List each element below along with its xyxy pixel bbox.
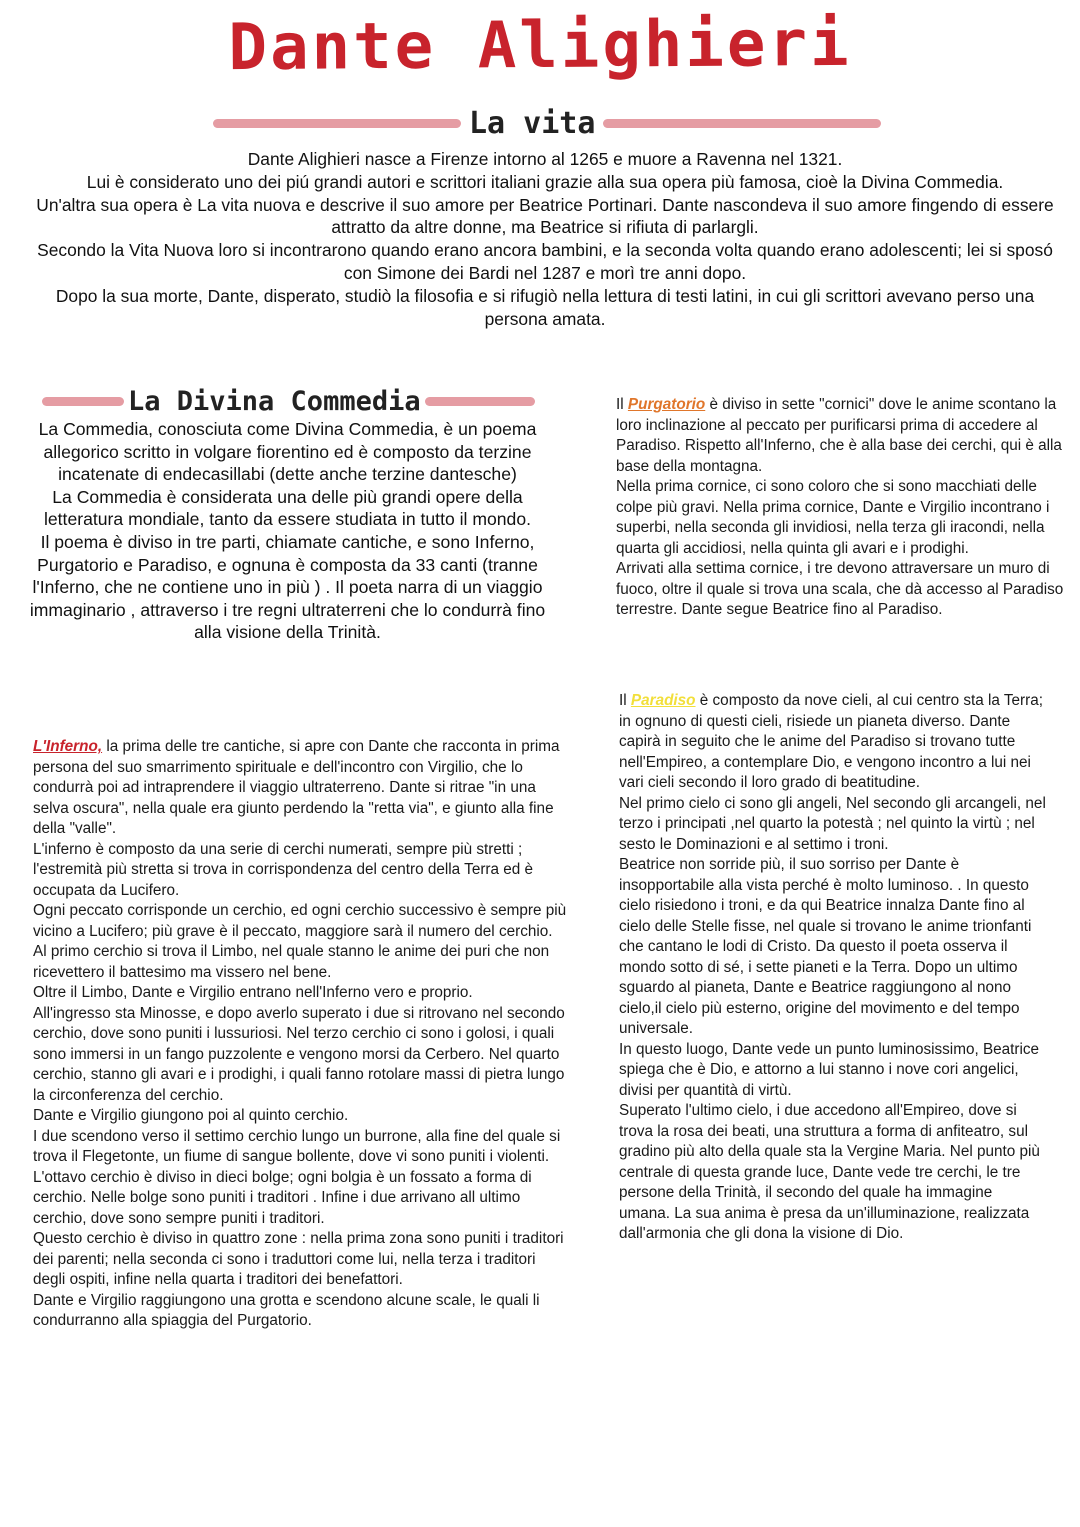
inferno-paragraph: Questo cerchio è diviso in quattro zone : nella prima zona sono puniti i traditori dei parenti; nella seconda ci sono i traduttori come lui, nella terza i traditori degli ospiti, infine nella quarta i traditori dei benefattori.: [33, 1230, 564, 1288]
paradiso-paragraph: Beatrice non sorride più, il suo sorriso per Dante è insopportabile alla vista perché è molto luminoso. . In questo cielo risiedono i troni, e da qui Beatrice innalza Dante fino al cielo delle Stelle fisse, nel quale si trovano le anime trionfanti che cantano le lodi di Cristo. Da questo il poeta osserva il mondo sotto di sé, i sette pianeti e la Terra. Dopo un ultimo sguardo al pianeta, Dante e Beatrice raggiungono al nono cielo,il cielo più esterno, origine del movimento e del tempo universale.: [619, 856, 1032, 1037]
commedia-heading-row: [42, 386, 535, 417]
commedia-paragraph: Il poema è diviso in tre parti, chiamate cantiche, e sono Inferno, Purgatorio e Paradiso, e ognuna è composta da 33 canti (tranne l'Inferno, che ne contiene uno in più ) . Il poeta narra di un viaggio immaginario , attraverso i tre regni ultraterreni che lo condurrà fino alla visione della Trinità.: [29, 531, 546, 643]
inferno-keyword: L'Inferno,: [33, 738, 103, 755]
purgatorio-lead: è diviso in sette "cornici" dove le anime scontano la loro inclinazione al peccato per purificarsi prima di accedere al Paradiso. Rispetto all'Inferno, che è alla base dei cerchi, qui è alla base della montagna.: [616, 396, 1062, 475]
page-title: Dante Alighieri: [228, 6, 852, 86]
purgatorio-section: [616, 395, 1072, 621]
inferno-paragraph: Al primo cerchio si trova il Limbo, nel quale stanno le anime dei puri che non ricevettero il battesimo ma vissero nel bene.: [33, 943, 550, 981]
inferno-paragraph: L'inferno è composto da una serie di cerchi numerati, sempre più stretti ; l'estremità più stretta si trova in corrispondenza del centro della Terra ed è occupata da Lucifero.: [33, 840, 534, 899]
vita-heading: La vita: [469, 106, 596, 141]
inferno-paragraph: L'ottavo cerchio è diviso in dieci bolge; ogni bolgia è un fossato a forma di cerchio. Nelle bolge sono puniti i traditori . Infine i due arrivano all ultimo cerchio, dove sono sempre puniti i traditori.: [33, 1168, 532, 1227]
paradiso-paragraph: Nel primo cielo ci sono gli angeli, Nel secondo gli arcangeli, nel terzo i principati ,nel quarto la potestà ; nel quinto la virtù ; nel sesto le Dominazioni e al settimo i troni.: [619, 794, 1046, 853]
vita-text: [30, 148, 1060, 330]
inferno-paragraph: Dante e Virgilio raggiungono una grotta e scendono alcune scale, le quali li condurranno alla spiaggia del Purgatorio.: [33, 1291, 540, 1329]
commedia-paragraph: La Commedia è considerata una delle più grandi opere della letteratura mondiale, tanto da essere studiata in tutto il mondo.: [43, 486, 532, 530]
commedia-intro: [20, 418, 555, 644]
heading-bar-left: [213, 119, 461, 128]
purgatorio-prefix: Il: [616, 396, 628, 413]
paradiso-lead: è composto da nove cieli, al cui centro sta la Terra; in ognuno di questi cieli, risiede un pianeta diverso. Dante capirà in seguito che le anime del Paradiso si trovano tutte nell'Empireo, a contemplare Dio, e vengono incontro a lui nei vari cieli secondo il loro grado di beatitudine.: [619, 692, 1044, 791]
inferno-paragraph: Ogni peccato corrisponde un cerchio, ed ogni cerchio successivo è sempre più vicino a Lucifero; più grave è il peccato, maggiore sarà il numero del cerchio.: [33, 902, 567, 940]
heading-bar-right: [603, 119, 881, 128]
vita-line: Secondo la Vita Nuova loro si incontrarono quando erano ancora bambini, e la seconda volta quando erano adolescenti; lei si sposó con Simone dei Bardi nel 1287 e morì tre anni dopo.: [37, 240, 1053, 283]
inferno-paragraph: All'ingresso sta Minosse, e dopo averlo superato i due si ritrovano nel secondo cerchio, dove sono puniti i lussuriosi. Nel terzo cerchio ci sono i golosi, i quali sono immersi in un fango puzzolente e vengono morsi da Cerbero. Nel quarto cerchio, stanno gli avari e i prodighi, i quali fanno rotolare massi di pietra lungo la circonferenza del cerchio.: [33, 1004, 565, 1104]
paradiso-section: [619, 691, 1047, 1245]
purgatorio-paragraph: Arrivati alla settima cornice, i tre devono attraversare un muro di fuoco, oltre il quale si trova una scala, che dà accesso al Paradiso terrestre. Dante segue Beatrice fino al Paradiso.: [616, 560, 1064, 618]
paradiso-paragraph: Superato l'ultimo cielo, i due accedono all'Empireo, dove si trova la rosa dei beati, una struttura a forma di anfiteatro, sul gradino più alto della quale sta la Vergine Maria. Nel punto più centrale di questa grande luce, Dante vede tre cerchi, le tre persone della Trinità, il secondo del quale ha immagine umana. La sua anima è presa da un'illuminazione, realizzata dall'armonia che gli dona la visione di Dio.: [619, 1102, 1040, 1242]
inferno-paragraph: I due scendono verso il settimo cerchio lungo un burrone, alla fine del quale si trova il Flegetonte, un fiume di sangue bollente, dove vi sono puniti i violenti.: [33, 1127, 561, 1165]
heading-bar-right: [425, 397, 535, 406]
paradiso-prefix: Il: [619, 692, 631, 709]
inferno-paragraph: Dante e Virgilio giungono poi al quinto cerchio.: [33, 1107, 349, 1124]
vita-line: Un'altra sua opera è La vita nuova e descrive il suo amore per Beatrice Portinari. Dante nascondeva il suo amore fingendo di essere attratto da altre donne, ma Beatrice si rifiuta di parlargli.: [36, 194, 1054, 238]
heading-bar-left: [42, 397, 124, 406]
vita-line: Dante Alighieri nasce a Firenze intorno al 1265 e muore a Ravenna nel 1321.: [247, 149, 843, 169]
inferno-section: [33, 737, 571, 1332]
inferno-lead: la prima delle tre cantiche, si apre con Dante che racconta in prima persona del suo smarrimento spirituale e dell'incontro con Virgilio, che lo condurrà poi ad intraprendere il viaggio ultraterreno. Dante si ritrae "in una selva oscura", nella quale era giunto perdendo la "retta via", e giunto alla fine della "valle".: [33, 738, 560, 837]
inferno-paragraph: Oltre il Limbo, Dante e Virgilio entrano nell'Inferno vero e proprio.: [33, 984, 473, 1001]
commedia-heading: La Divina Commedia: [128, 386, 421, 417]
purgatorio-keyword: Purgatorio: [627, 396, 706, 413]
paradiso-lead-paragraph: [619, 691, 1047, 794]
vita-line: Lui è considerato uno dei piú grandi autori e scrittori italiani grazie alla sua opera più famosa, cioè la Divina Commedia.: [86, 171, 1004, 192]
paradiso-keyword: Paradiso: [630, 692, 696, 709]
vita-heading-row: [213, 106, 881, 141]
paradiso-paragraph: In questo luogo, Dante vede un punto luminosissimo, Beatrice spiega che è Dio, e attorno a lui stanno i nove cori angelici, divisi per quantità di virtù.: [619, 1040, 1040, 1099]
purgatorio-lead-paragraph: [616, 395, 1072, 477]
purgatorio-paragraph: Nella prima cornice, ci sono coloro che si sono macchiati delle colpe più gravi. Nella prima cornice, Dante e Virgilio incontrano i superbi, nella seconda gli invidiosi, nella terza gli iracondi, nella quarta gli accidiosi, nella quinta gli avari e i prodighi.: [616, 478, 1050, 557]
inferno-lead-paragraph: [33, 737, 571, 840]
vita-line: Dopo la sua morte, Dante, disperato, studiò la filosofia e si rifugiò nella lettura di testi latini, in cui gli scrittori avevano perso una persona amata.: [55, 285, 1035, 329]
commedia-paragraph: La Commedia, conosciuta come Divina Commedia, è un poema allegorico scritto in volgare fiorentino ed è composto da terzine incatenate di endecasillabi (dette anche terzine dantesche): [38, 419, 537, 485]
